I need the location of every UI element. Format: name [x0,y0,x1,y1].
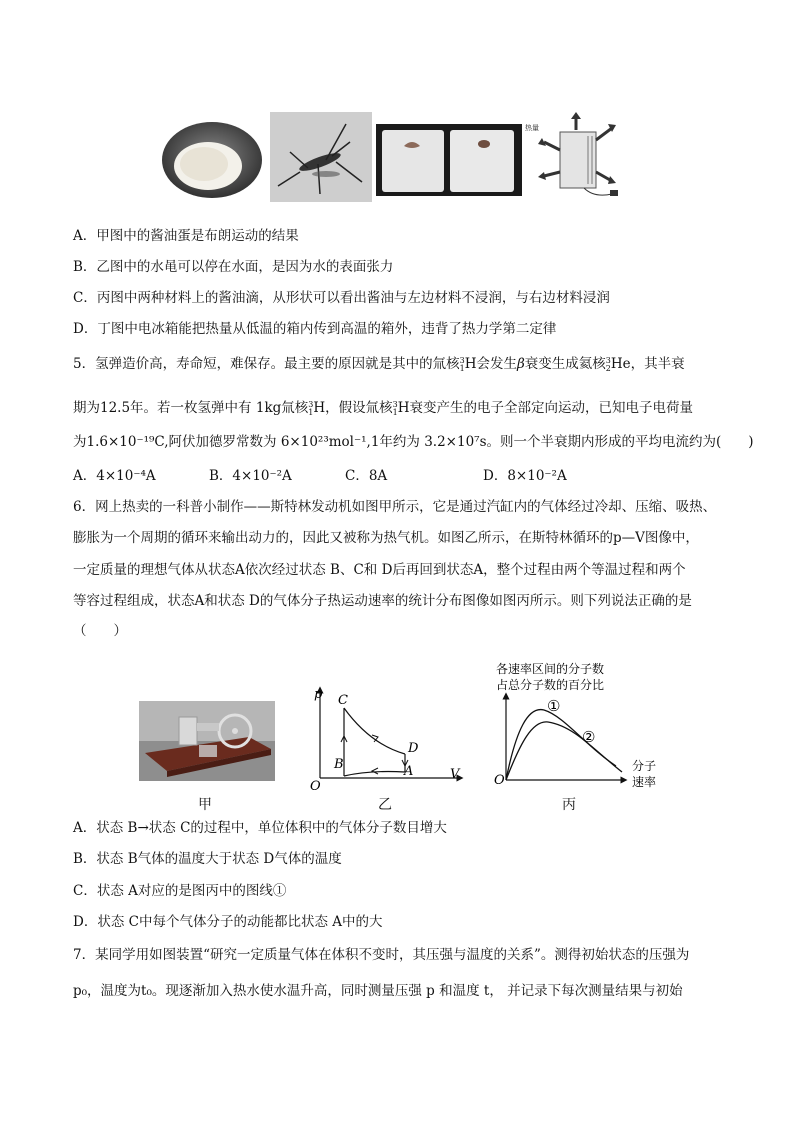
q6-option-b: B．状态 B气体的温度大于状态 D气体的温度 [73,851,342,867]
dist-curve-2 [506,722,622,780]
pv-p-label: p [314,687,323,702]
q6-option-d: D．状态 C中每个气体分子的动能都比状态 A中的大 [73,914,383,930]
q5-options [73,464,723,482]
q7-line-1: 7．某同学用如图装置“研究一定质量气体在体积不变时，其压强与温度的关系”。测得初始状态的压强为 [73,947,690,963]
q5-option-c: C．8A [345,468,388,484]
q6-line-2: 膨胀为一个周期的循环来输出动力的，因此又被称为热气机。如图乙所示，在斯特林循环的p—V图像中， [73,530,699,546]
q6-option-a: A．状态 B→状态 C的过程中，单位体积中的气体分子数目增大 [73,820,447,836]
q7-line-2: p₀，温度为t₀。现逐渐加入热水使水温升高，同时测量压强 p 和温度 t， 并记录下每次测量结果与初始 [73,983,683,999]
q4-option-d: D．丁图中电冰箱能把热量从低温的箱内传到高温的箱外，违背了热力学第二定律 [73,321,557,337]
dist-curve-1 [506,710,616,780]
q6-line-1: 6．网上热卖的一科普小制作——斯特林发动机如图甲所示，它是通过汽缸内的气体经过冷却、压缩、吸热、 [73,499,717,515]
pv-diagram [300,684,470,794]
fig-caption-yi: 乙 [378,797,392,813]
q5-line-2: 期为12.5年。若一枚氢弹中有 1kg氚核3 1H，假设氚核3 1H衰变产生的电子全部定向运动，已知电子电荷量 [73,399,694,417]
pv-isotherm-cd [344,708,405,754]
water-strider-photo [270,112,372,202]
helium-mass-number: 3 [605,355,611,365]
q6-line-4: 等容过程组成，状态A和状态 D的气体分子热运动速率的统计分布图像如图丙所示。则下列说法正确的是 [73,593,692,609]
q5-line-3: 为1.6×10⁻¹⁹C,阿伏加德罗常数为 6×10²³mol⁻¹,1年约为 3.2×10⁷s。则一个半衰期内形成的平均电流约为( ) [73,434,754,450]
dist-xlabel-1: 分子 [632,759,657,773]
q6-line-3: 一定质量的理想气体从状态A依次经过状态 B、C和 D后再回到状态A，整个过程由两个等温过程和两个 [73,562,686,578]
fridge-diagram [524,110,634,202]
helium-atomic-number: 2 [605,363,611,373]
q4-option-c: C．丙图中两种材料上的酱油滴，从形状可以看出酱油与左边材料不浸润，与右边材料浸润 [73,290,610,306]
pv-v-label: V [450,767,460,782]
pv-state-b: B [334,757,344,772]
speed-distribution-diagram [486,660,686,794]
pv-state-d: D [408,741,419,756]
q5-line-1: 5．氢弹造价高，寿命短，难保存。最主要的原因就是其中的氚核3 1H会发生β衰变生成氦核3 2He，其半衰 [73,355,685,373]
q5-option-d: D．8×10⁻²A [483,468,567,484]
dist-origin-label: O [494,773,505,788]
dist-ylabel-1: 各速率区间的分子数 [496,662,605,676]
dist-curve-1-label: ① [547,697,561,715]
fig-caption-bing: 丙 [562,797,576,813]
dist-xlabel-2: 速率 [632,775,657,789]
tritium-mass-number: 3 [459,355,465,365]
q4-option-a: A．甲图中的酱油蛋是布朗运动的结果 [73,228,299,244]
egg-photo [160,118,264,200]
dist-curve-2-label: ② [582,728,596,746]
stirling-engine-photo [139,701,275,781]
pv-origin-label: O [310,779,321,794]
q5-option-a: A．4×10⁻⁴A [73,468,156,484]
material-blocks-photo [376,124,522,196]
tritium-atomic-number: 1 [459,363,465,373]
pv-state-a: A [404,764,414,779]
q6-line-5: （ ） [73,623,127,639]
fig-caption-jia: 甲 [198,797,212,813]
q4-option-b: B．乙图中的水黾可以停在水面，是因为水的表面张力 [73,259,394,275]
fridge-heat-label: 热量 [525,124,539,132]
pv-arrow-ab [372,768,378,774]
q6-option-c: C．状态 A对应的是图丙中的图线① [73,883,287,899]
pv-state-c: C [338,693,348,708]
q5-option-b: B．4×10⁻²A [209,468,292,484]
dist-ylabel-2: 占总分子数的百分比 [496,678,605,692]
